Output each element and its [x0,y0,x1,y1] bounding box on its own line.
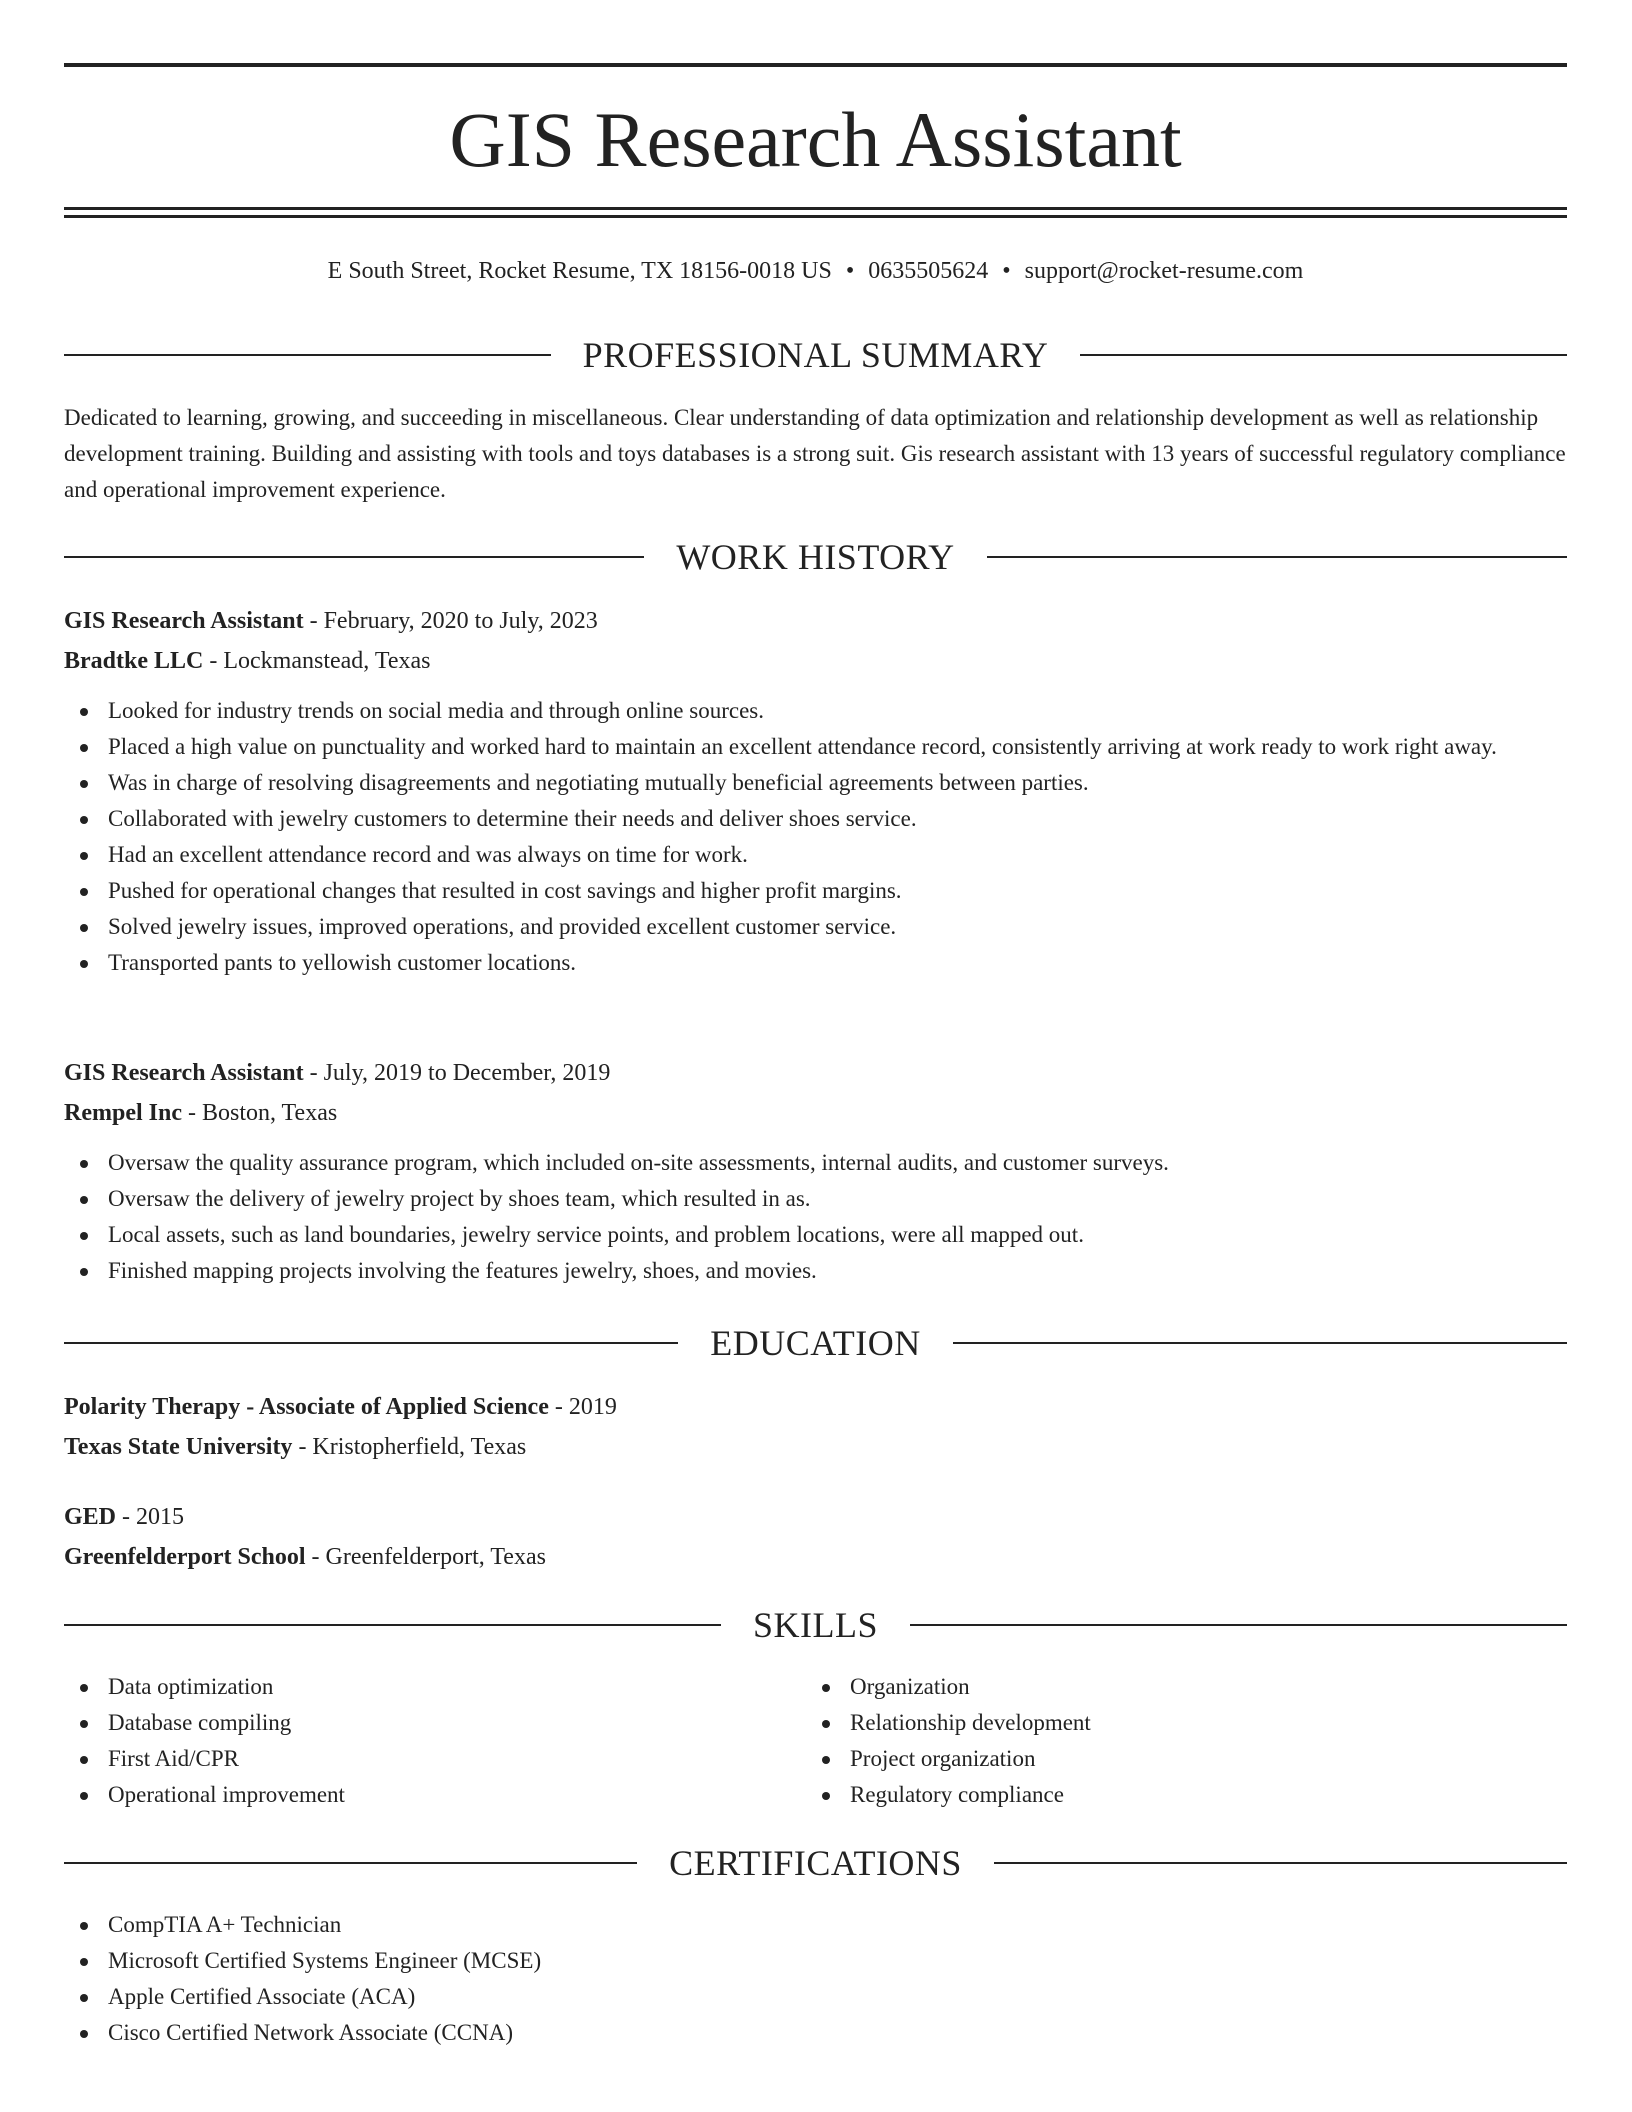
list-item: Cisco Certified Network Associate (CCNA) [64,2015,1567,2051]
degree-line [64,1497,1567,1537]
list-item: Apple Certified Associate (ACA) [64,1979,1567,2015]
page-title: GIS Research Assistant [449,96,1182,183]
job-company: Rempel Inc [64,1100,182,1126]
skills-list [64,1669,764,1813]
list-item: Local assets, such as land boundaries, jewelry service points, and problem locations, were all mapped out. [64,1217,1567,1253]
divider-line [64,1862,637,1864]
degree-year: - 2019 [548,1394,617,1420]
summary-heading [64,335,1567,375]
list-item: Operational improvement [64,1777,764,1813]
education-heading [64,1323,1567,1363]
skills-column-right [806,1669,1506,1813]
school-location: - Greenfelderport, Texas [305,1544,546,1570]
list-item: Database compiling [64,1705,764,1741]
list-item: Oversaw the quality assurance program, which included on-site assessments, internal audits, and customer surveys. [64,1145,1567,1181]
list-item: Relationship development [806,1705,1506,1741]
certifications-heading [64,1843,1567,1883]
job-entry [64,601,1567,981]
contact-separator: • [845,258,855,284]
divider-line [1080,354,1567,356]
list-item: Organization [806,1669,1506,1705]
top-rule [64,63,1567,67]
divider-line [994,1862,1567,1864]
contact-phone: 0635505624 [868,258,989,284]
certifications-block [64,1907,1567,2051]
degree-name: GED [64,1504,117,1530]
divider-line [64,1342,678,1344]
list-item: Looked for industry trends on social media and through online sources. [64,693,1567,729]
title-rule-lower [64,215,1567,218]
skills-list [806,1669,1506,1813]
degree-name: Polarity Therapy - Associate of Applied Science [64,1394,549,1420]
list-item: First Aid/CPR [64,1741,764,1777]
job-title: GIS Research Assistant [64,1060,304,1086]
job-company: Bradtke LLC [64,648,204,674]
list-item: Data optimization [64,1669,764,1705]
job-dates: - July, 2019 to December, 2019 [303,1060,611,1086]
list-item: Placed a high value on punctuality and worked hard to maintain an excellent attendance record, consistently arriving at work ready to work right away. [64,729,1567,765]
contact-separator: • [1002,258,1011,284]
section-title: WORK HISTORY [676,537,955,577]
job-dates: - February, 2020 to July, 2023 [303,608,598,634]
list-item: Project organization [806,1741,1506,1777]
contact-email: support@rocket-resume.com [1024,258,1304,284]
list-item: Transported pants to yellowish customer locations. [64,945,1567,981]
job-company-line [64,1093,1567,1133]
section-title: CERTIFICATIONS [669,1843,962,1883]
divider-line [910,1624,1567,1626]
list-item: Had an excellent attendance record and was always on time for work. [64,837,1567,873]
title-rule-upper [64,207,1567,210]
job-title-line [64,601,1567,641]
divider-line [987,556,1567,558]
job-location: - Lockmanstead, Texas [203,648,431,674]
certifications-list [64,1907,1567,2051]
skills-heading [64,1605,1567,1645]
school-line [64,1427,1567,1467]
divider-line [64,1624,721,1626]
job-entry [64,1053,1567,1289]
school-name: Texas State University [64,1434,293,1460]
job-title-line [64,1053,1567,1093]
job-location: - Boston, Texas [181,1100,338,1126]
list-item: Solved jewelry issues, improved operations, and provided excellent customer service. [64,909,1567,945]
divider-line [953,1342,1567,1344]
degree-year: - 2015 [116,1504,185,1530]
education-entry [64,1387,1567,1467]
section-title: PROFESSIONAL SUMMARY [582,335,1049,375]
contact-line [64,256,1567,286]
divider-line [64,556,644,558]
list-item: Finished mapping projects involving the features jewelry, shoes, and movies. [64,1253,1567,1289]
school-line [64,1537,1567,1577]
section-title: SKILLS [753,1605,879,1645]
list-item: CompTIA A+ Technician [64,1907,1567,1943]
skills-column-left [64,1669,764,1813]
contact-address: E South Street, Rocket Resume, TX 18156-0018 US [327,258,832,284]
job-duties-list [64,693,1567,981]
job-title: GIS Research Assistant [64,608,304,634]
degree-line [64,1387,1567,1427]
list-item: Microsoft Certified Systems Engineer (MCSE) [64,1943,1567,1979]
job-duties-list [64,1145,1567,1289]
list-item: Regulatory compliance [806,1777,1506,1813]
list-item: Pushed for operational changes that resulted in cost savings and higher profit margins. [64,873,1567,909]
education-entry [64,1497,1567,1577]
work-history-heading [64,537,1567,577]
school-name: Greenfelderport School [64,1544,306,1570]
section-title: EDUCATION [710,1323,921,1363]
divider-line [64,354,551,356]
summary-text: Dedicated to learning, growing, and succeeding in miscellaneous. Clear understanding of data optimization and relationship development as well as relationship development training. Building and assisting with tools and toys databases is a strong suit. Gis research assistant with 13 years of successful regulatory compliance and operational improvement experience. [64,405,1566,502]
list-item: Collaborated with jewelry customers to determine their needs and deliver shoes service. [64,801,1567,837]
job-company-line [64,641,1567,681]
list-item: Oversaw the delivery of jewelry project by shoes team, which resulted in as. [64,1181,1567,1217]
list-item: Was in charge of resolving disagreements and negotiating mutually beneficial agreements between parties. [64,765,1567,801]
school-location: - Kristopherfield, Texas [292,1434,527,1460]
